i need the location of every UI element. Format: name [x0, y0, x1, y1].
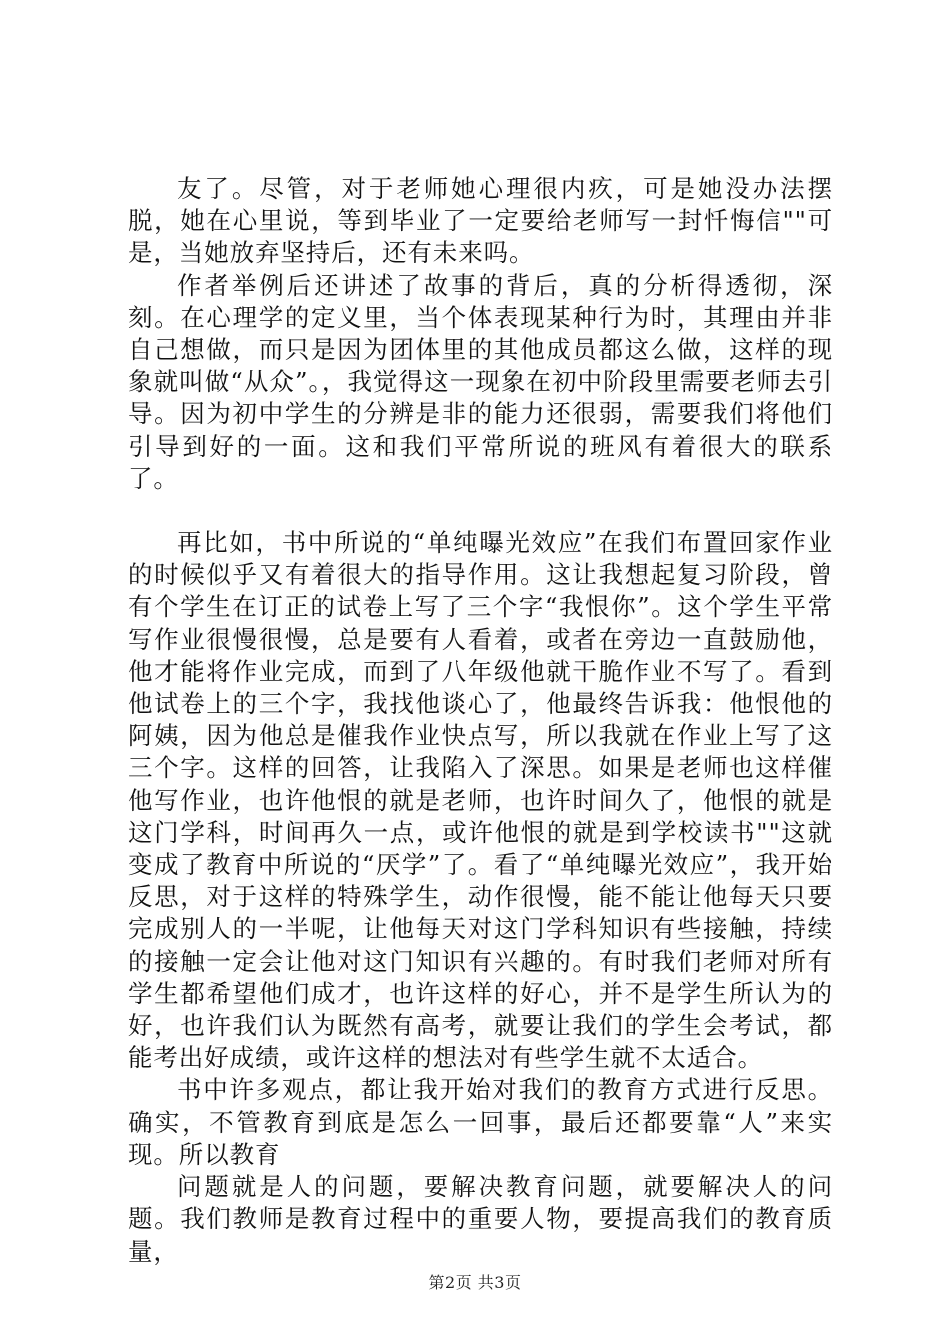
- page-number-footer: 第2页 共3页: [428, 1273, 522, 1292]
- paragraph-1: 友了。尽管，对于老师她心理很内疚，可是她没办法摆脱，她在心里说，等到毕业了一定要给老师写一封忏悔信""可是，当她放弃坚持后，还有未来吗。: [128, 174, 833, 268]
- paragraph-5: 问题就是人的问题，要解决教育问题，就要解决人的问题。我们教师是教育过程中的重要人物，要提高我们的教育质量，: [128, 1172, 833, 1266]
- document-body: [128, 173, 833, 1268]
- paragraph-3: 再比如，书中所说的“单纯曝光效应”在我们布置回家作业的时候似乎又有着很大的指导作用。这让我想起复习阶段，曾有个学生在订正的试卷上写了三个字“我恨你”。这个学生平常写作业很慢很慢，总是要有人看着，或者在旁边一直鼓励他，他才能将作业完成，而到了八年级他就干脆作业不写了。看到他试卷上的三个字，我找他谈心了，他最终告诉我：他恨他的阿姨，因为他总是催我作业快点写，所以我就在作业上写了这三个字。这样的回答，让我陷入了深思。如果是老师也这样催他写作业，也许他恨的就是老师，也许时间久了，他恨的就是这门学科，时间再久一点，或许他恨的就是到学校读书""这就变成了教育中所说的“厌学”了。看了“单纯曝光效应”，我开始反思，对于这样的特殊学生，动作很慢，能不能让他每天只要完成别人的一半呢，让他每天对这门学科知识有些接触，持续的接触一定会让他对这门知识有兴趣的。有时我们老师对所有学生都希望他们成才，也许这样的好心，并不是学生所认为的好，也许我们认为既然有高考，就要让我们的学生会考试，都能考出好成绩，或许这样的想法对有些学生就不太适合。: [128, 528, 833, 1073]
- paragraph-spacer: [128, 495, 833, 527]
- paragraph-4: 书中许多观点，都让我开始对我们的教育方式进行反思。确实，不管教育到底是怎么一回事，最后还都要靠“人”来实现。所以教育: [128, 1075, 833, 1169]
- paragraph-2: 作者举例后还讲述了故事的背后，真的分析得透彻，深刻。在心理学的定义里，当个体表现某种行为时，其理由并非自己想做，而只是因为团体里的其他成员都这么做，这样的现象就叫做“从众”。，我觉得这一现象在初中阶段里需要老师去引导。因为初中学生的分辨是非的能力还很弱，需要我们将他们引导到好的一面。这和我们平常所说的班风有着很大的联系了。: [128, 270, 833, 493]
